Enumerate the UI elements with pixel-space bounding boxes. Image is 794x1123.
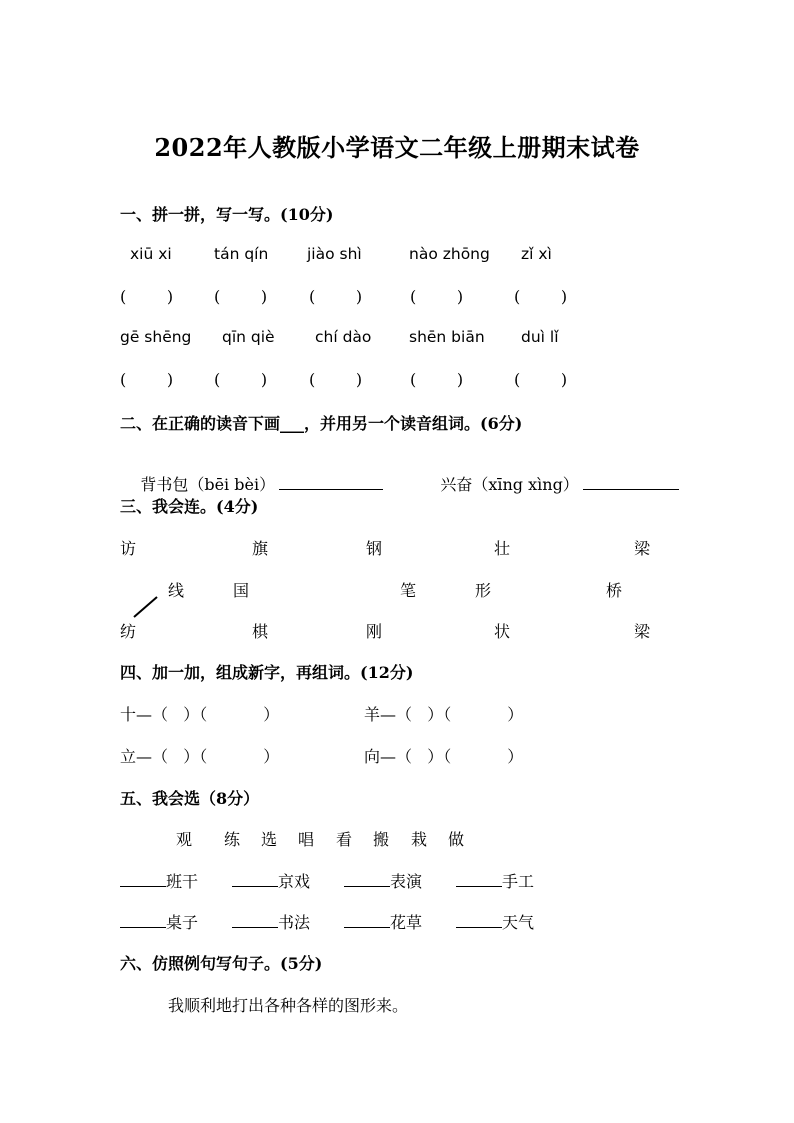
answer-line[interactable] (120, 872, 166, 887)
reading-item-1-text: 背书包（bēi bèi） (140, 475, 276, 494)
pinyin-10: duì lǐ (521, 328, 559, 346)
fill-item-text: 京戏 (278, 872, 311, 891)
word-option-2: 练 (224, 830, 241, 849)
match-top-5[interactable]: 梁 (634, 539, 651, 558)
fill-item-text: 桌子 (166, 913, 199, 932)
answer-blank[interactable]: ( ) (410, 287, 464, 306)
answer-line[interactable] (344, 913, 390, 928)
fill-item (456, 910, 534, 933)
answer-blank[interactable]: ( ) (309, 287, 363, 306)
word-option-6: 搬 (373, 830, 390, 849)
answer-blank[interactable]: ( ) (514, 370, 568, 389)
pinyin-7: qīn qiè (222, 328, 275, 346)
fill-item-text: 书法 (278, 913, 311, 932)
answer-blank[interactable]: ( ) (514, 287, 568, 306)
match-top-2[interactable]: 旗 (252, 539, 269, 558)
word-option-8: 做 (448, 830, 465, 849)
answer-line[interactable] (344, 872, 390, 887)
word-option-7: 栽 (411, 830, 428, 849)
connector-line (134, 597, 157, 617)
combine-item-3[interactable]: 立—（ ）（ ） (120, 747, 280, 766)
fill-item-text: 天气 (502, 913, 535, 932)
section-4-heading: 四、加一加，组成新字，再组词。(12分) (120, 663, 414, 682)
answer-line[interactable] (456, 913, 502, 928)
section-2-heading: 二、在正确的读音下画___，并用另一个读音组词。(6分) (120, 414, 523, 433)
match-bottom-4[interactable]: 状 (494, 622, 511, 641)
match-top-1[interactable]: 访 (120, 539, 137, 558)
match-mid-2[interactable]: 国 (233, 581, 250, 600)
fill-item (344, 869, 422, 892)
answer-blank[interactable]: ( ) (120, 370, 174, 389)
pinyin-2: tán qín (214, 245, 269, 263)
word-option-5: 看 (336, 830, 353, 849)
answer-line[interactable] (120, 913, 166, 928)
word-option-3: 选 (261, 830, 278, 849)
pinyin-6: gē shēng (120, 328, 192, 346)
match-top-3[interactable]: 钢 (366, 539, 383, 558)
match-bottom-3[interactable]: 刚 (366, 622, 383, 641)
answer-line[interactable] (456, 872, 502, 887)
pinyin-4: nào zhōng (409, 245, 490, 263)
fill-item (120, 869, 198, 892)
pinyin-8: chí dào (315, 328, 372, 346)
combine-item-4[interactable]: 向—（ ）（ ） (364, 747, 524, 766)
answer-blank[interactable]: ( ) (214, 287, 268, 306)
section-5-heading: 五、我会选（8分） (120, 789, 260, 808)
section-3-heading: 三、我会连。(4分) (120, 497, 259, 516)
example-sentence: 我顺利地打出各种各样的图形来。 (168, 996, 409, 1015)
word-option-1: 观 (176, 830, 193, 849)
match-top-4[interactable]: 壮 (494, 539, 511, 558)
fill-item (232, 910, 310, 933)
combine-item-2[interactable]: 羊—（ ）（ ） (364, 705, 524, 724)
pinyin-9: shēn biān (409, 328, 485, 346)
answer-line[interactable] (232, 872, 278, 887)
answer-blank[interactable]: ( ) (120, 287, 174, 306)
match-mid-4[interactable]: 形 (475, 581, 492, 600)
answer-line[interactable] (232, 913, 278, 928)
match-bottom-5[interactable]: 梁 (634, 622, 651, 641)
fill-item (344, 910, 422, 933)
fill-item-text: 班干 (166, 872, 199, 891)
fill-item-text: 手工 (502, 872, 535, 891)
fill-item-text: 花草 (390, 913, 423, 932)
section-1-heading: 一、拼一拼，写一写。(10分) (120, 205, 334, 224)
answer-blank[interactable]: ( ) (309, 370, 363, 389)
answer-blank[interactable]: ( ) (214, 370, 268, 389)
word-option-4: 唱 (298, 830, 315, 849)
match-mid-1[interactable]: 线 (168, 581, 185, 600)
pinyin-1: xiū xi (130, 245, 172, 263)
match-mid-3[interactable]: 笔 (400, 581, 417, 600)
answer-blank[interactable]: ( ) (410, 370, 464, 389)
match-bottom-2[interactable]: 棋 (252, 622, 269, 641)
fill-item (456, 869, 534, 892)
pinyin-5: zǐ xì (521, 245, 552, 263)
pinyin-3: jiào shì (307, 245, 362, 263)
match-bottom-1[interactable]: 纺 (120, 622, 137, 641)
reading-item-2-text: 兴奋（xīng xìng） (440, 475, 579, 494)
page-title: 2022年人教版小学语文二年级上册期末试卷 (154, 133, 640, 162)
fill-item (120, 910, 198, 933)
fill-item (232, 869, 310, 892)
combine-item-1[interactable]: 十—（ ）（ ） (120, 705, 280, 724)
section-6-heading: 六、仿照例句写句子。(5分) (120, 954, 323, 973)
match-mid-5[interactable]: 桥 (606, 581, 623, 600)
fill-item-text: 表演 (390, 872, 423, 891)
